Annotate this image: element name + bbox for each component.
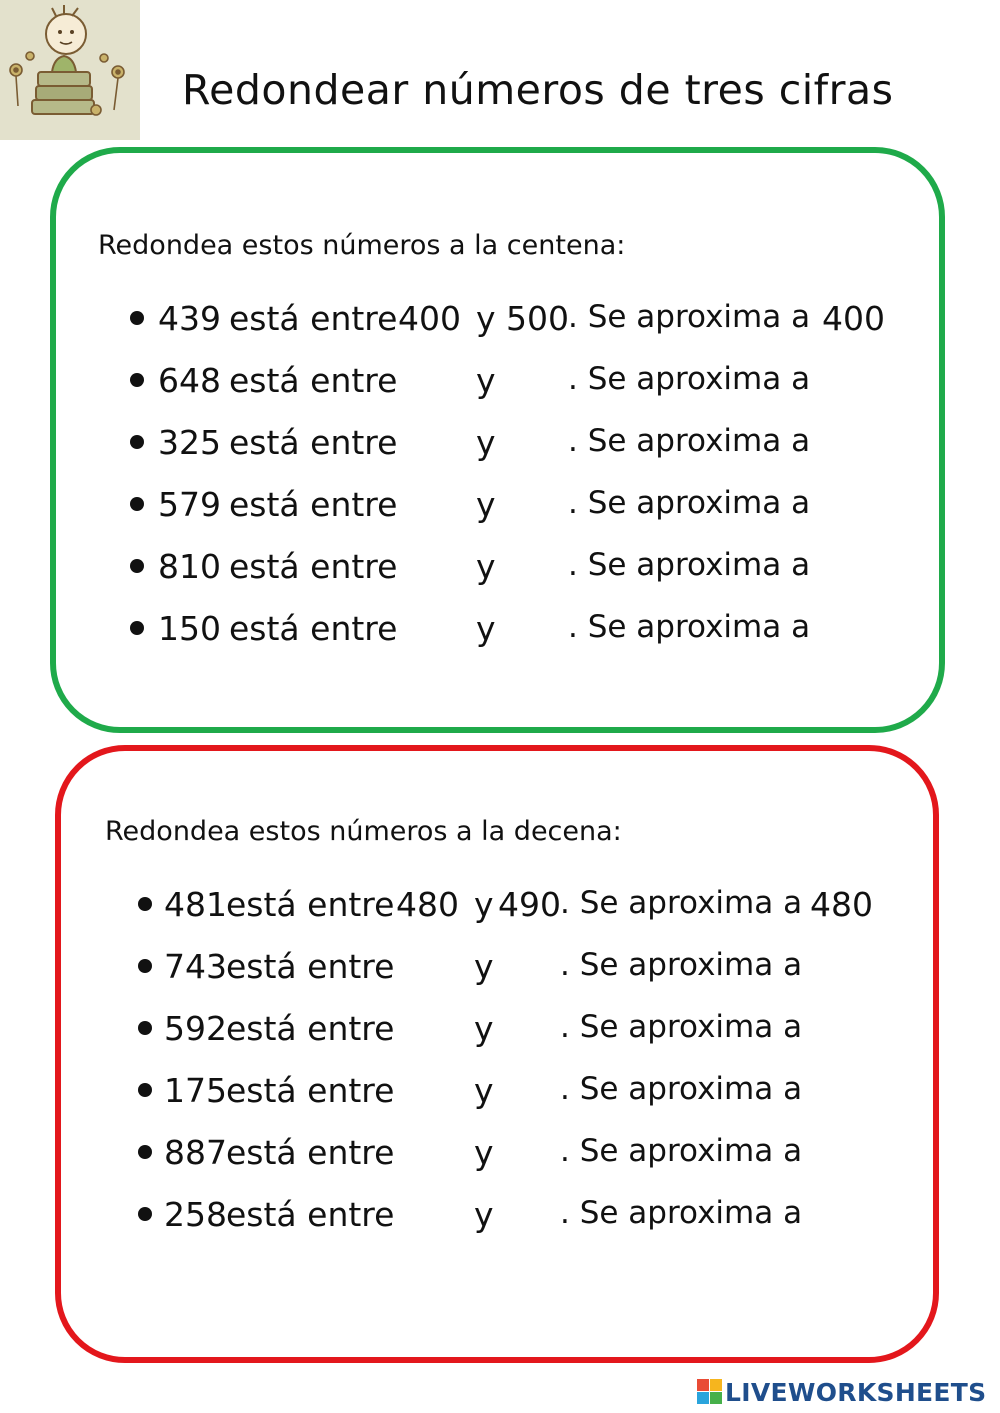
- between-text: está entre: [226, 1133, 395, 1172]
- decena-exercise-row: [0, 1133, 1000, 1177]
- approximation-text: . Se aproxima a: [568, 361, 811, 397]
- number-text: 325: [158, 423, 221, 462]
- bullet-icon: [138, 959, 152, 973]
- approximation-text: . Se aproxima a: [568, 299, 811, 335]
- conjunction-text: y: [474, 1133, 494, 1172]
- child-on-books-illustration: [0, 0, 140, 140]
- upper-bound-answer[interactable]: 490: [498, 885, 561, 924]
- conjunction-text: y: [476, 423, 496, 462]
- bullet-icon: [130, 311, 144, 325]
- conjunction-text: y: [476, 609, 496, 648]
- bullet-icon: [138, 1207, 152, 1221]
- number-text: 150: [158, 609, 221, 648]
- conjunction-text: y: [476, 361, 496, 400]
- centena-exercise-row: [0, 485, 1000, 529]
- between-text: está entre: [226, 1195, 395, 1234]
- bullet-icon: [130, 373, 144, 387]
- number-text: 592: [164, 1009, 227, 1048]
- centena-instruction: Redondea estos números a la centena:: [98, 230, 626, 261]
- conjunction-text: y: [474, 1009, 494, 1048]
- bullet-icon: [138, 1021, 152, 1035]
- between-text: está entre: [229, 547, 398, 586]
- liveworksheets-wordmark: LIVEWORKSHEETS: [725, 1377, 987, 1407]
- conjunction-text: y: [476, 547, 496, 586]
- number-text: 743: [164, 947, 227, 986]
- conjunction-text: y: [474, 947, 494, 986]
- approximation-text: . Se aproxima a: [560, 1195, 803, 1231]
- approximation-text: . Se aproxima a: [568, 485, 811, 521]
- between-text: está entre: [229, 361, 398, 400]
- between-text: está entre: [226, 1071, 395, 1110]
- between-text: está entre: [229, 609, 398, 648]
- approximation-text: . Se aproxima a: [568, 423, 811, 459]
- centena-exercise-row: [0, 299, 1000, 343]
- approximation-text: . Se aproxima a: [568, 609, 811, 645]
- between-text: está entre: [229, 423, 398, 462]
- number-text: 481: [164, 885, 227, 924]
- between-text: está entre: [229, 299, 398, 338]
- liveworksheets-logo: [697, 1377, 986, 1407]
- decena-exercise-row: [0, 947, 1000, 991]
- decena-exercise-row: [0, 885, 1000, 929]
- between-text: está entre: [226, 885, 395, 924]
- lower-bound-answer[interactable]: 400: [398, 299, 461, 338]
- page-title: Redondear números de tres cifras: [182, 66, 894, 114]
- bullet-icon: [138, 897, 152, 911]
- number-text: 810: [158, 547, 221, 586]
- approximation-text: . Se aproxima a: [560, 947, 803, 983]
- between-text: está entre: [229, 485, 398, 524]
- number-text: 887: [164, 1133, 227, 1172]
- number-text: 258: [164, 1195, 227, 1234]
- decena-exercise-row: [0, 1195, 1000, 1239]
- child-illustration-icon: [0, 0, 140, 140]
- approximation-text: . Se aproxima a: [560, 1071, 803, 1107]
- approximation-text: . Se aproxima a: [560, 1009, 803, 1045]
- decena-instruction: Redondea estos números a la decena:: [105, 816, 622, 847]
- number-text: 648: [158, 361, 221, 400]
- rounded-answer[interactable]: 400: [822, 299, 885, 338]
- bullet-icon: [138, 1083, 152, 1097]
- approximation-text: . Se aproxima a: [568, 547, 811, 583]
- conjunction-text: y: [476, 485, 496, 524]
- between-text: está entre: [226, 1009, 395, 1048]
- between-text: está entre: [226, 947, 395, 986]
- centena-exercise-row: [0, 361, 1000, 405]
- liveworksheets-logo-icon: [697, 1379, 723, 1405]
- bullet-icon: [138, 1145, 152, 1159]
- number-text: 175: [164, 1071, 227, 1110]
- conjunction-text: y: [474, 885, 494, 924]
- conjunction-text: y: [474, 1071, 494, 1110]
- decena-exercise-row: [0, 1071, 1000, 1115]
- centena-exercise-row: [0, 609, 1000, 653]
- lower-bound-answer[interactable]: 480: [396, 885, 459, 924]
- number-text: 439: [158, 299, 221, 338]
- approximation-text: . Se aproxima a: [560, 1133, 803, 1169]
- number-text: 579: [158, 485, 221, 524]
- approximation-text: . Se aproxima a: [560, 885, 803, 921]
- bullet-icon: [130, 435, 144, 449]
- bullet-icon: [130, 559, 144, 573]
- upper-bound-answer[interactable]: 500: [506, 299, 569, 338]
- conjunction-text: y: [476, 299, 496, 338]
- conjunction-text: y: [474, 1195, 494, 1234]
- decena-exercise-row: [0, 1009, 1000, 1053]
- centena-exercise-row: [0, 547, 1000, 591]
- centena-exercise-row: [0, 423, 1000, 467]
- bullet-icon: [130, 497, 144, 511]
- bullet-icon: [130, 621, 144, 635]
- rounded-answer[interactable]: 480: [810, 885, 873, 924]
